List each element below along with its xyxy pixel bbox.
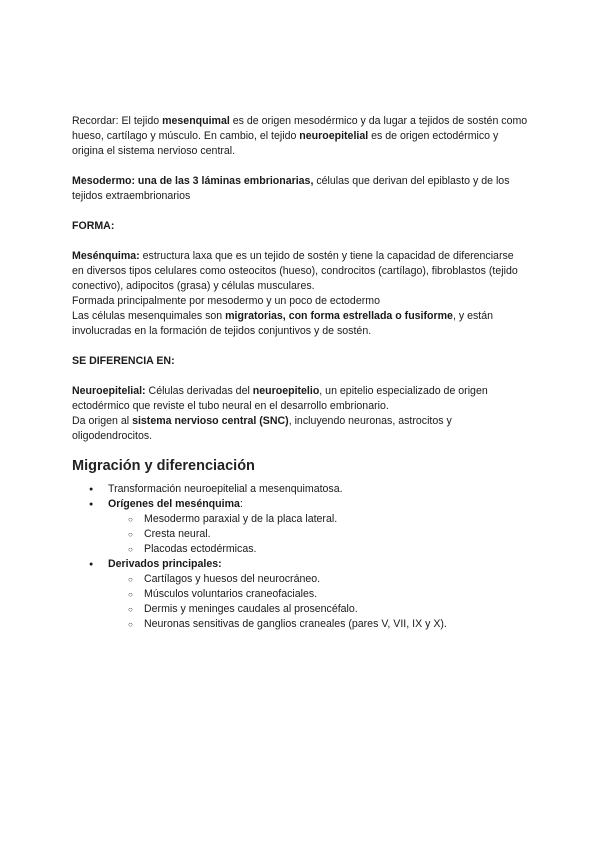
document-body	[72, 114, 528, 632]
main-list	[72, 482, 528, 632]
text-run: células que derivan del epiblasto y de los tejidos extraembrionarios	[72, 175, 510, 202]
list-item: ● Orígenes del mesénquima: ○ Mesodermo paraxial y de la placa lateral. ○ Cresta neural. ○ Placodas ectodérmicas.	[72, 497, 528, 557]
list-item: ○ Placodas ectodérmicas.	[108, 542, 528, 557]
text-run: Recordar: El tejido	[72, 115, 163, 127]
derivatives-list	[108, 572, 528, 632]
mesenquima-origin-line: Formada principalmente por mesodermo y un poco de ectodermo	[72, 295, 380, 307]
forma-heading: FORMA:	[72, 220, 115, 232]
text-run: estructura laxa que es un tejido de sostén y tiene la capacidad de diferenciarse en diversos tipos celulares como osteocitos (hueso), condrocitos (cartílago), fibroblastos (tejido conectivo), adipocitos (grasa) y células musculares.	[72, 250, 518, 292]
list-item	[72, 557, 528, 632]
text-run: , incluyendo neuronas, astrocitos y oligodendrocitos.	[72, 415, 452, 442]
list-item: ○ Cartílagos y huesos del neurocráneo.	[108, 572, 528, 587]
term-mesodermo: Mesodermo: una de las 3 láminas embrionarias,	[72, 175, 314, 187]
text-run: es de origen mesodérmico y da lugar a tejidos de sostén como hueso, cartílago y músculo. En cambio, el tejido	[72, 115, 528, 142]
term-mesenquima: Mesénquima:	[72, 250, 140, 262]
list-item: ○ Cresta neural.	[108, 527, 528, 542]
term-neuroepitelio: neuroepitelio	[252, 385, 320, 397]
term-migratorias: migratorias, con forma estrellada o fusiforme	[225, 310, 453, 322]
term-snc: sistema nervioso central (SNC)	[132, 415, 289, 427]
origins-label: Orígenes del mesénquima	[108, 498, 240, 510]
list-item: ● Transformación neuroepitelial a mesenquimatosa.	[72, 482, 528, 497]
term-mesenquimal: mesenquimal	[162, 115, 230, 127]
text-run: , y están involucradas en la formación de tejidos conjuntivos y de sostén.	[72, 310, 493, 337]
list-item: ○ Mesodermo paraxial y de la placa lateral.	[108, 512, 528, 527]
term-neuroepitelial: neuroepitelial	[299, 130, 369, 142]
snc-paragraph	[72, 414, 528, 444]
neuroepitelial-paragraph	[72, 384, 528, 414]
section-heading: Migración y diferenciación	[72, 458, 255, 474]
derivatives-label: Derivados principales:	[108, 558, 222, 570]
mesodermo-paragraph	[72, 174, 528, 204]
text-run: Da origen al	[72, 415, 133, 427]
text-run: es de origen ectodérmico y origina el sistema nervioso central.	[72, 130, 499, 157]
term-neuroepitelial-label: Neuroepitelial:	[72, 385, 146, 397]
mesenquima-paragraph	[72, 249, 528, 294]
diferencia-heading: SE DIFERENCIA EN:	[72, 355, 175, 367]
list-item: ○ Músculos voluntarios craneofaciales.	[108, 587, 528, 602]
list-item: ○ Dermis y meninges caudales al prosencéfalo.	[108, 602, 528, 617]
text-run: , un epitelio especializado de origen ectodérmico que reviste el tubo neural en el desarrollo embrionario.	[72, 385, 488, 412]
intro-paragraph	[72, 114, 528, 159]
origins-list	[108, 512, 528, 557]
mesenquima-cells-paragraph	[72, 309, 528, 339]
text-run: Células derivadas del	[145, 385, 253, 397]
text-run: Las células mesenquimales son	[72, 310, 226, 322]
list-item: ○ Neuronas sensitivas de ganglios craneales (pares V, VII, IX y X).	[108, 617, 528, 632]
